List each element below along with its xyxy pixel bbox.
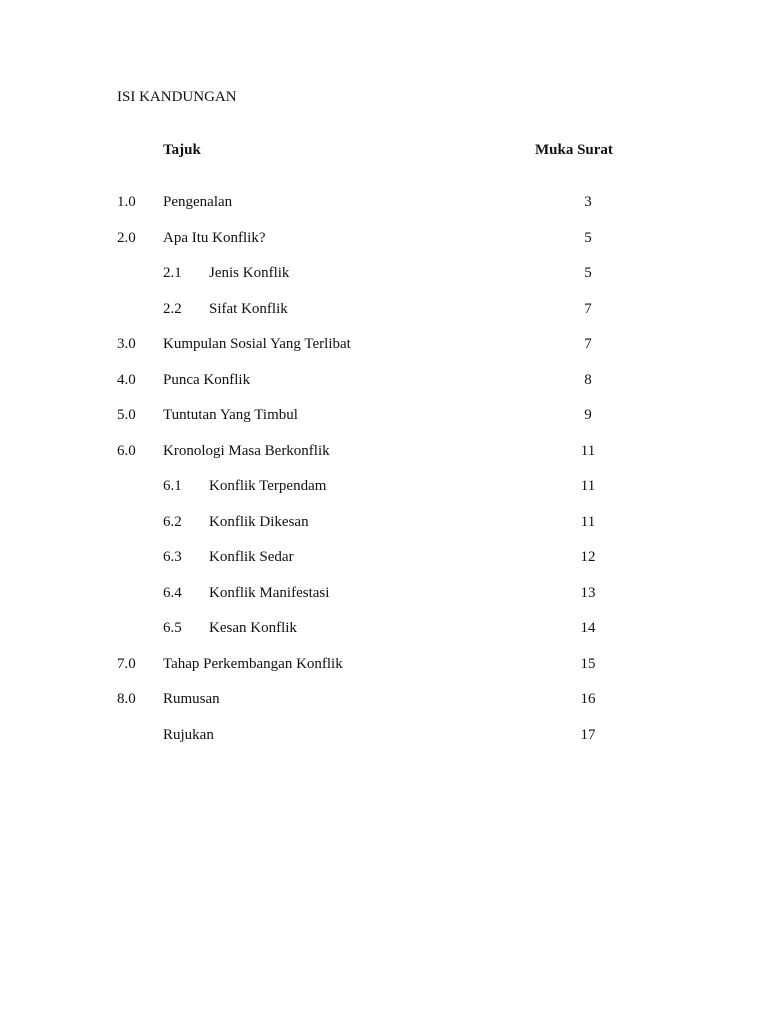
toc-entry: [0, 726, 768, 762]
toc-entry: [0, 193, 768, 229]
toc-subentry: [0, 513, 768, 549]
toc-subentry: [0, 264, 768, 300]
toc-subentry: [0, 477, 768, 513]
toc-subentry: [0, 300, 768, 336]
entry-page-number: 16: [580, 691, 596, 707]
entry-number: 6.0: [117, 442, 136, 459]
table-of-contents: [0, 193, 768, 761]
entry-title: Konflik Manifestasi: [209, 584, 330, 601]
entry-title: Konflik Terpendam: [209, 478, 327, 494]
entry-page-number: 5: [584, 265, 592, 281]
entry-number: 6.3: [163, 549, 182, 565]
entry-page-number: 17: [580, 726, 596, 743]
entry-title: Punca Konflik: [163, 371, 251, 388]
toc-entry: [0, 371, 768, 407]
entry-page-number: 11: [580, 513, 596, 530]
entry-title: Rujukan: [163, 726, 214, 743]
entry-number: 5.0: [117, 407, 136, 423]
entry-title: Apa Itu Konflik?: [163, 229, 266, 246]
entry-page-number: 8: [584, 371, 592, 388]
entry-page-number: 7: [584, 300, 592, 317]
entry-page-number: 9: [584, 407, 592, 423]
toc-entry: [0, 690, 768, 726]
entry-title: Kumpulan Sosial Yang Terlibat: [163, 336, 351, 352]
entry-number: 6.5: [163, 620, 182, 636]
toc-entry: [0, 442, 768, 478]
document-title: ISI KANDUNGAN: [117, 89, 237, 105]
entry-page-number: 3: [584, 194, 592, 210]
entry-number: 6.4: [163, 584, 182, 601]
entry-page-number: 15: [580, 655, 596, 672]
entry-title: Rumusan: [163, 691, 220, 707]
entry-number: 2.1: [163, 265, 182, 281]
entry-page-number: 12: [580, 549, 596, 565]
toc-entry: [0, 229, 768, 265]
header-topic-label: Tajuk: [163, 142, 201, 158]
entry-number: 6.1: [163, 478, 182, 494]
entry-number: 6.2: [163, 513, 182, 530]
entry-number: 8.0: [117, 691, 136, 707]
entry-title: Tahap Perkembangan Konflik: [163, 655, 343, 672]
toc-entry: [0, 406, 768, 442]
entry-title: Kronologi Masa Berkonflik: [163, 442, 330, 459]
toc-subentry: [0, 584, 768, 620]
entry-page-number: 7: [584, 336, 592, 352]
toc-subentry: [0, 548, 768, 584]
entry-number: 4.0: [117, 371, 136, 388]
entry-page-number: 11: [580, 442, 596, 459]
entry-page-number: 11: [580, 478, 596, 494]
entry-title: Pengenalan: [163, 194, 233, 210]
entry-title: Konflik Sedar: [209, 549, 294, 565]
entry-page-number: 14: [580, 620, 596, 636]
entry-title: Konflik Dikesan: [209, 513, 309, 530]
entry-title: Sifat Konflik: [209, 300, 288, 317]
entry-number: 2.0: [117, 229, 136, 246]
entry-title: Kesan Konflik: [209, 620, 297, 636]
toc-subentry: [0, 619, 768, 655]
entry-page-number: 13: [580, 584, 596, 601]
toc-header: [0, 141, 768, 159]
entry-number: 3.0: [117, 336, 136, 352]
entry-number: 2.2: [163, 300, 182, 317]
entry-number: 1.0: [117, 194, 136, 210]
entry-title: Tuntutan Yang Timbul: [163, 407, 298, 423]
toc-entry: [0, 655, 768, 691]
entry-title: Jenis Konflik: [209, 265, 290, 281]
header-page-label: Muka Surat: [535, 142, 613, 158]
toc-entry: [0, 335, 768, 371]
entry-number: 7.0: [117, 655, 136, 672]
entry-page-number: 5: [584, 229, 592, 246]
